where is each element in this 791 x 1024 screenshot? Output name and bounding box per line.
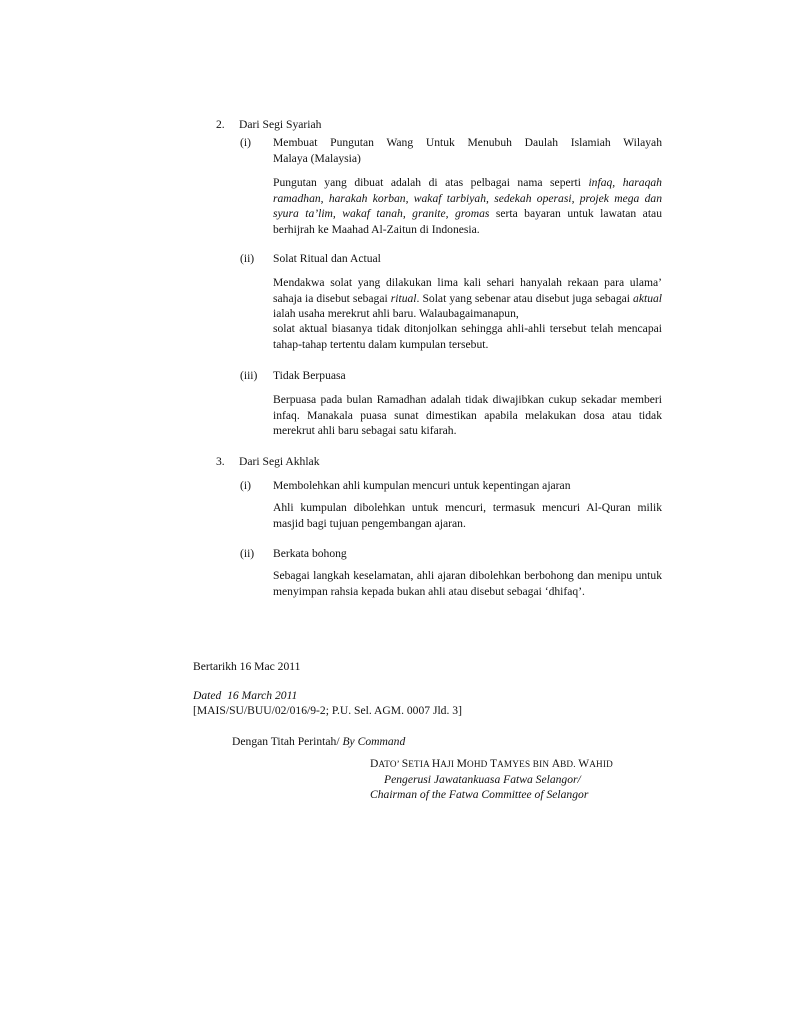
item-2-ii-numeral: (ii) [240,252,255,265]
section-3-number: 3. [216,455,225,468]
section-2-number: 2. [216,118,225,131]
sig-part: D [370,757,379,770]
item-2-ii-paragraph-a [273,275,662,322]
reference-number: [MAIS/SU/BUU/02/016/9-2; P.U. Sel. AGM. 0007 Jld. 3] [193,704,462,717]
item-2-iii-heading: Tidak Berpuasa [273,369,346,382]
sig-part: OHD [466,759,490,769]
sig-part: T [490,757,498,770]
command-malay: Dengan Titah Perintah/ [232,735,343,748]
para-text: Mendakwa solat yang dilakukan lima kali sehari hanyalah rekaan para ulama’ sahaja ia disebut sebagai [273,276,662,305]
para-italic-aktual: aktual [633,291,663,305]
sig-part: A [551,757,561,770]
item-2-iii-numeral: (iii) [240,369,258,382]
item-3-i-heading: Membolehkan ahli kumpulan mencuri untuk kepentingan ajaran [273,479,571,492]
para-italic-terms: infaq, haraqah ramadhan, harakah korban, wakaf tarbiyah, sedekah operasi, projek mega dan syura ta’lim, wakaf tanah, granite, gromas [273,176,662,220]
dated-english: Dated 16 March 2011 [193,689,298,702]
dated-malay: Bertarikh 16 Mac 2011 [193,660,301,673]
section-3-title: Dari Segi Akhlak [239,455,320,468]
sig-part: BIN [532,759,552,769]
sig-part: BD. [560,759,579,769]
item-2-ii-paragraph-b: solat aktual biasanya tidak ditonjolkan sehingga ahli-ahli tersebut telah mencapai tahap-tahap tertentu dalam kumpulan tersebut. [273,322,662,351]
item-2-i-heading-line1: Membuat Pungutan Wang Untuk Menubuh Daulah Islamiah Wilayah [273,136,662,149]
item-2-i-paragraph [273,175,662,237]
para-text: serta bayaran untuk lawatan atau berhijrah ke Maahad Al-Zaitun di Indonesia. [273,207,662,236]
sig-part: AHID [589,759,613,769]
item-2-iii-paragraph: Berpuasa pada bulan Ramadhan adalah tidak diwajibkan cukup sekadar memberi infaq. Manakala puasa sunat dimestikan apabila melakukan dosa atau tidak merekrut ahli baru sebagai satu kifarah. [273,393,662,437]
signatory-name [370,756,613,773]
item-2-i-heading-line2: Malaya (Malaysia) [273,152,361,165]
sig-part: AMYES [497,759,533,769]
sig-part: M [456,757,467,770]
command-english: By Command [342,735,406,748]
para-italic-ritual: ritual [390,291,417,305]
by-command-line [232,734,405,750]
sig-part: H [431,757,441,770]
para-text: Pungutan yang dibuat adalah di atas pelbagai nama seperti [273,176,589,189]
para-text: . Solat yang sebenar atau disebut juga sebagai [416,291,634,305]
item-3-ii-numeral: (ii) [240,547,255,560]
item-2-i-numeral: (i) [240,136,251,149]
sig-part: AJI [440,759,457,769]
sig-part: S [401,757,409,770]
section-2-title: Dari Segi Syariah [239,118,322,131]
item-3-i-numeral: (i) [240,479,251,492]
sig-part: ETIA [408,759,432,769]
item-3-i-paragraph: Ahli kumpulan dibolehkan untuk mencuri, termasuk mencuri Al-Quran milik masjid bagi tujuan pengembangan ajaran. [273,501,662,530]
sig-part: ATO’ [378,759,402,769]
signatory-title-malay: Pengerusi Jawatankuasa Fatwa Selangor/ [384,773,581,786]
sig-part: W [578,757,590,770]
item-3-ii-heading: Berkata bohong [273,547,347,560]
para-text: ialah usaha merekrut ahli baru. Walaubagaimanapun, [273,307,519,320]
item-2-ii-heading: Solat Ritual dan Actual [273,252,381,265]
signatory-title-english: Chairman of the Fatwa Committee of Selangor [370,788,589,801]
item-3-ii-paragraph: Sebagai langkah keselamatan, ahli ajaran dibolehkan berbohong dan menipu untuk menyimpan rahsia kepada bukan ahli atau disebut sebagai ‘dhifaq’. [273,569,662,598]
